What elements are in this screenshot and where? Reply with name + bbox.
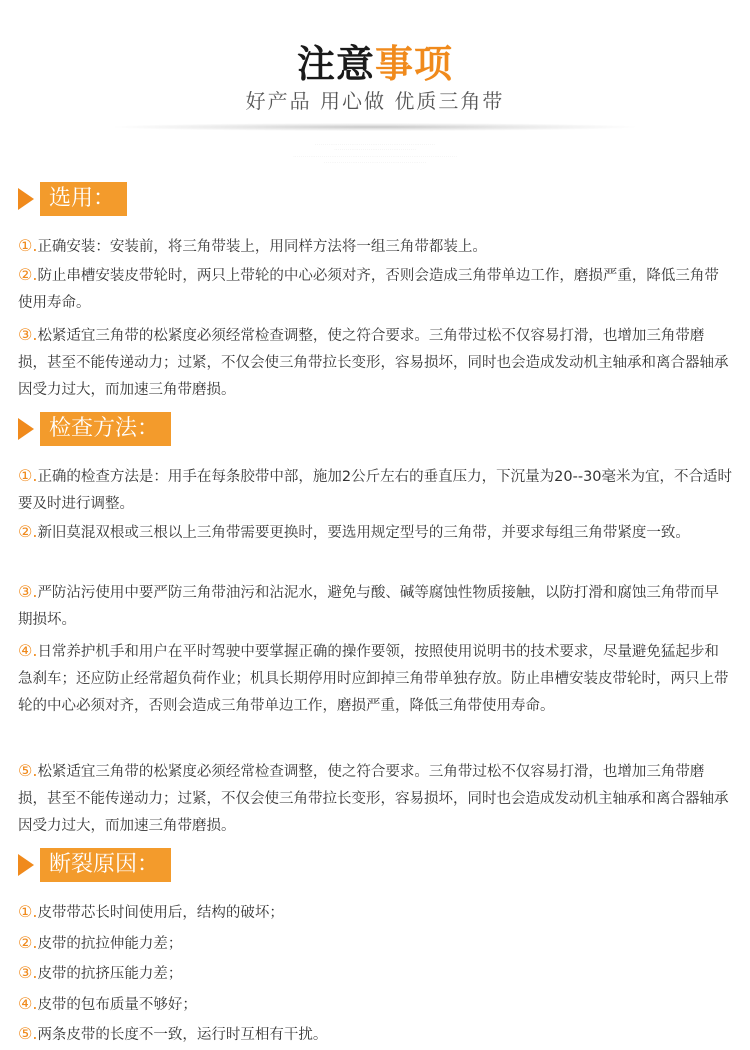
list-item [18, 321, 733, 404]
item-number: ②. [18, 522, 38, 541]
list-item [18, 929, 733, 958]
fine-print-decoration: · · · · · · · · · · · · · · · · · · · · · · · · · · · · · · · · · · · · · · · · · · · · · · · · · · · · · · · · · · · · · · · [315, 142, 435, 146]
list-item [18, 261, 733, 317]
item-text: 新旧莫混双根或三根以上三角带需要更换时，要选用规定型号的三角带，并要求每组三角带紧度一致。 [37, 525, 690, 541]
section-heading-label: 选用： [40, 182, 127, 216]
list-item [18, 959, 733, 988]
arrow-right-icon [18, 854, 34, 876]
item-number: ③. [18, 325, 38, 344]
item-number: ②. [18, 933, 38, 952]
list-item [18, 1020, 733, 1049]
item-number: ④. [18, 994, 38, 1013]
item-number: ③. [18, 963, 38, 982]
item-text: 皮带带芯长时间使用后，结构的破坏； [37, 905, 284, 921]
section-heading-label: 检查方法： [40, 412, 171, 446]
item-text: 皮带的抗挤压能力差； [37, 966, 183, 982]
item-text: 松紧适宜三角带的松紧度必须经常检查调整，使之符合要求。三角带过松不仅容易打滑，也增加三角带磨损，甚至不能传递动力；过紧，不仅会使三角带拉长变形，容易损坏，同时也会造成发动机主轴承和离合器轴承因受力过大，而加速三角带磨损。 [18, 328, 729, 398]
item-number: ④. [18, 641, 38, 660]
item-number: ⑤. [18, 1024, 38, 1043]
item-number: ⑤. [18, 761, 38, 780]
fine-print-decoration: · · · · · · · · · · · · · · · · · · · · · · · · · · · · · · · · · · · · · · · · · · · [334, 147, 416, 151]
list-item [18, 518, 733, 547]
page-header [0, 0, 750, 170]
item-text: 防止串槽安装皮带轮时，两只上带轮的中心必须对齐，否则会造成三角带单边工作，磨损严重，降低三角带使用寿命。 [18, 268, 719, 311]
section-heading-label: 断裂原因： [40, 848, 171, 882]
item-text: 严防沾污使用中要严防三角带油污和沾泥水，避免与酸、碱等腐蚀性物质接触，以防打滑和腐蚀三角带而早期损坏。 [18, 585, 719, 628]
page-subtitle: 好产品 用心做 优质三角带 [245, 89, 505, 113]
title-main: 注意 [296, 42, 375, 86]
header-divider [115, 123, 635, 131]
list-item [18, 990, 733, 1019]
arrow-right-icon [18, 188, 34, 210]
item-text: 两条皮带的长度不一致，运行时互相有干扰。 [37, 1027, 328, 1043]
item-number: ②. [18, 265, 38, 284]
list-item [18, 757, 733, 840]
list-item [18, 898, 733, 927]
fine-print-decoration: · · · · · · · · · · · · · · · · · · · · · · · · · · · · · · · · · · · · · · · · · · · · · · · · · · · · · · [323, 160, 427, 164]
item-text: 松紧适宜三角带的松紧度必须经常检查调整，使之符合要求。三角带过松不仅容易打滑，也增加三角带磨损，甚至不能传递动力；过紧，不仅会使三角带拉长变形，容易损坏，同时也会造成发动机主轴承和离合器轴承因受力过大，而加速三角带磨损。 [18, 764, 729, 834]
title-accent: 事项 [375, 42, 454, 86]
item-text: 皮带的包布质量不够好； [37, 997, 197, 1013]
item-text: 正确安装：安装前，将三角带装上，用同样方法将一组三角带都装上。 [37, 239, 487, 255]
list-item [18, 578, 733, 634]
list-item [18, 462, 733, 518]
item-number: ①. [18, 236, 38, 255]
item-number: ①. [18, 466, 38, 485]
list-item [18, 232, 733, 261]
fine-print-decoration: · · · · · · · · · · · · · · · · · · · · · · · · · · · · · · · · · · · · · · · · · · · · · · · · · · · · · · · · · · · · · · · · · · · · · · · · · · · · · · · · · · · · · · [293, 154, 457, 158]
item-number: ①. [18, 902, 38, 921]
page-title [0, 40, 750, 88]
list-item [18, 637, 733, 720]
arrow-right-icon [18, 418, 34, 440]
item-text: 正确的检查方法是：用手在每条胶带中部，施加2公斤左右的垂直压力，下沉量为20--30毫米为宜，不合适时要及时进行调整。 [18, 469, 733, 512]
item-text: 日常养护机手和用户在平时驾驶中要掌握正确的操作要领，按照使用说明书的技术要求，尽量避免猛起步和急刹车；还应防止经常超负荷作业；机具长期停用时应卸掉三角带单独存放。防止串槽安装皮带轮时，两只上带轮的中心必须对齐，否则会造成三角带单边工作，磨损严重，降低三角带使用寿命。 [18, 644, 729, 714]
item-text: 皮带的抗拉伸能力差； [37, 936, 183, 952]
item-number: ③. [18, 582, 38, 601]
